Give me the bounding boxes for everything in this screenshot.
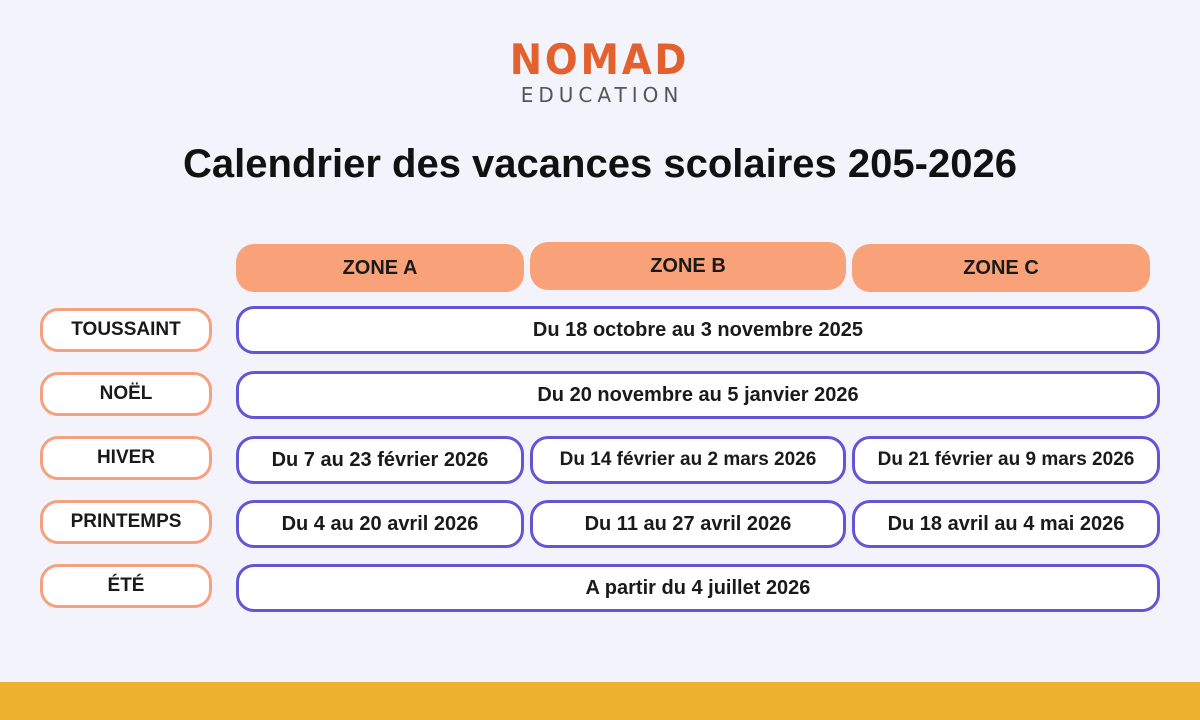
row-label-hiver: HIVER: [40, 436, 212, 480]
logo-wordmark: NOMAD: [510, 35, 690, 84]
printemps-zone-b: Du 11 au 27 avril 2026: [530, 500, 846, 548]
logo-subtitle: EDUCATION: [520, 83, 684, 107]
row-label-printemps: PRINTEMPS: [40, 500, 212, 544]
footer-bar: [0, 682, 1200, 720]
ete-all-zones: A partir du 4 juillet 2026: [236, 564, 1160, 612]
hiver-zone-b: Du 14 février au 2 mars 2026: [530, 436, 846, 484]
printemps-zone-a: Du 4 au 20 avril 2026: [236, 500, 524, 548]
hiver-zone-c: Du 21 février au 9 mars 2026: [852, 436, 1160, 484]
row-label-ete: ÉTÉ: [40, 564, 212, 608]
zone-c-header: ZONE C: [852, 244, 1150, 292]
noel-all-zones: Du 20 novembre au 5 janvier 2026: [236, 371, 1160, 419]
row-label-noel: NOËL: [40, 372, 212, 416]
toussaint-all-zones: Du 18 octobre au 3 novembre 2025: [236, 306, 1160, 354]
row-label-toussaint: TOUSSAINT: [40, 308, 212, 352]
page-title: Calendrier des vacances scolaires 205-2026: [183, 142, 1017, 186]
printemps-zone-c: Du 18 avril au 4 mai 2026: [852, 500, 1160, 548]
zone-b-header: ZONE B: [530, 242, 846, 290]
zone-a-header: ZONE A: [236, 244, 524, 292]
logo: [0, 35, 1200, 107]
hiver-zone-a: Du 7 au 23 février 2026: [236, 436, 524, 484]
